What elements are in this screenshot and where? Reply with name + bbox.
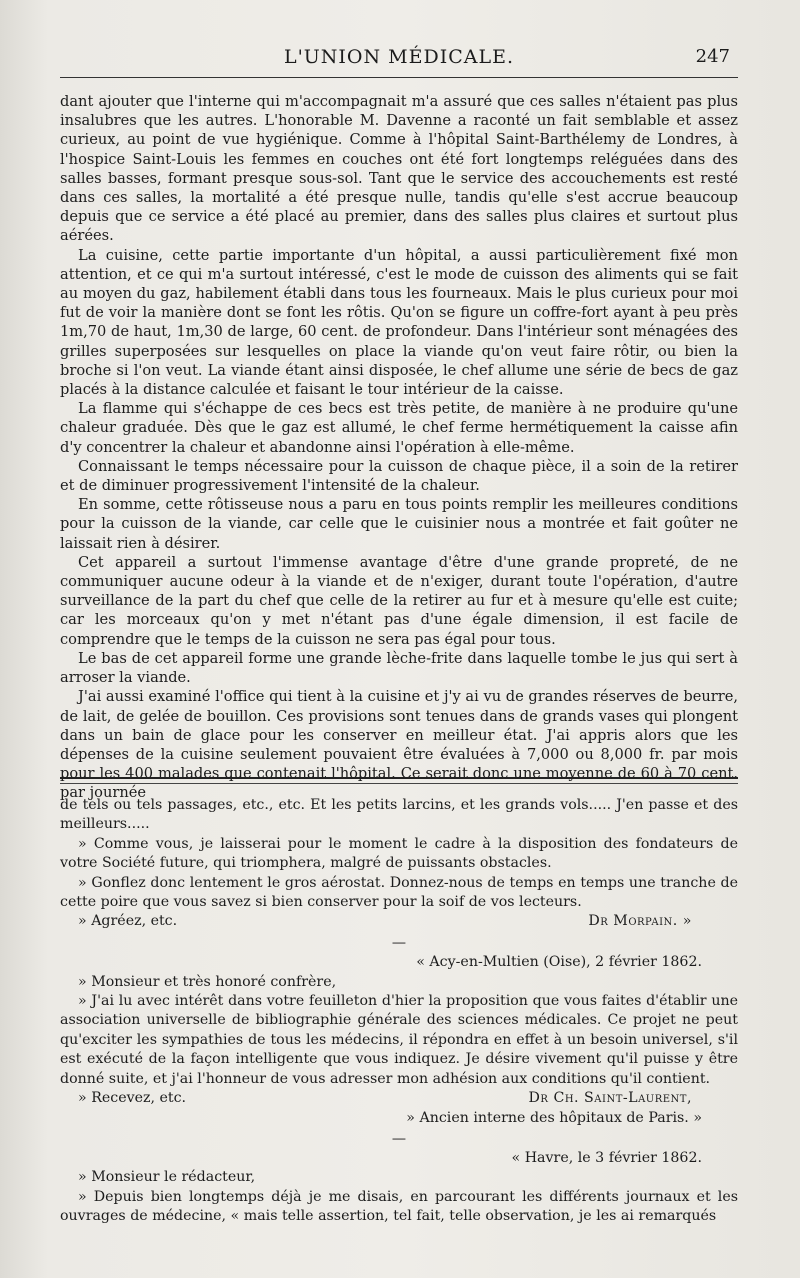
letter-signoff bbox=[60, 1089, 738, 1108]
article-paragraph: dant ajouter que l'interne qui m'accompagnait m'a assuré que ces salles n'étaient pas plus insalubres que les autres. L'honorable M. Davenne a raconté un fait semblable et assez curieux, au point de vue hygiénique. Comme à l'hôpital Saint-Barthélemy de Londres, à l'hospice Saint-Louis les femmes en couches ont été fort longtemps reléguées dans des salles basses, formant presque sous-sol. Tant que le service des accouchements est resté dans ces salles, la mortalité a été presque nulle, tandis qu'elle s'est accrue beaucoup depuis que ce service a été placé au premier, dans des salles plus claires et surtout plus aérées. bbox=[60, 93, 738, 245]
article-paragraph: La flamme qui s'échappe de ces becs est très petite, de manière à ne produire qu'une chaleur graduée. Dès que le gaz est allumé, le chef ferme hermétiquement la caisse afin d'y concentrer la chaleur et abandonne ainsi l'opération à elle-même. bbox=[60, 400, 738, 456]
feuilleton-paragraph: » Gonflez donc lentement le gros aérostat. Donnez-nous de temps en temps une tranche de cette poire que vous savez si bien conserver pour la soif de vos lecteurs. bbox=[60, 874, 738, 911]
section-dash: — bbox=[391, 934, 407, 951]
feuilleton-paragraph: » Depuis bien longtemps déjà je me disais, en parcourant les différents journaux et les ouvrages de médecine, « mais telle assertion, tel fait, telle observation, je les ai remarqués bbox=[60, 1188, 738, 1225]
signature-title: » Ancien interne des hôpitaux de Paris. » bbox=[406, 1109, 702, 1126]
feuilleton-body bbox=[60, 796, 738, 1227]
article-body bbox=[60, 92, 738, 803]
feuilleton-divider bbox=[60, 777, 738, 784]
feuilleton-paragraph: » Comme vous, je laisserai pour le moment le cadre à la disposition des fondateurs de votre Société future, qui triomphera, malgré de puissants obstacles. bbox=[60, 835, 738, 872]
article-paragraph: Le bas de cet appareil forme une grande lèche-frite dans laquelle tombe le jus qui sert à arroser la viande. bbox=[60, 649, 738, 687]
feuilleton-paragraph: » J'ai lu avec intérêt dans votre feuilleton d'hier la proposition que vous faites d'établir une association universelle de bibliographie générale des sciences médicales. Ce projet ne peut qu'exciter les sympathies de tous les médecins, il répondra en effet à un besoin universel, s'il est exécuté de la façon intelligente que vous indiquez. Je désire vivement qu'il puisse y être donné suite, et j'ai l'honneur de vous adresser mon adhésion aux conditions qu'il contient. bbox=[60, 993, 738, 1087]
article-paragraph: J'ai aussi examiné l'office qui tient à la cuisine et j'y ai vu de grandes réserves de beurre, de lait, de gelée de bouillon. Ces provisions sont tenues dans de grands vases qui plongent dans un bain de glace pour les conserver en meilleur état. J'ai appris alors que les dépenses de la cuisine seulement pouvaient être évaluées à 7,000 ou 8,000 fr. par mois pour les 400 malades que contenait l'hôpital. Ce serait donc une moyenne de 60 à 70 cent. par journée bbox=[60, 688, 738, 802]
article-paragraph: Cet appareil a surtout l'immense avantage d'être d'une grande propreté, de ne communiquer aucune odeur à la viande et de n'exiger, durant toute l'opération, d'autre surveillance de la part du chef que celle de la retirer au fur et à mesure qu'elle est cuite; car les morceaux qu'on y met n'étant pas d'une égale dimension, il est facile de comprendre que le temps de la cuisson ne sera pas égal pour tous. bbox=[60, 553, 738, 648]
salutation: » Monsieur et très honoré confrère, bbox=[78, 973, 337, 990]
salutation: » Monsieur le rédacteur, bbox=[78, 1169, 256, 1186]
page-number: 247 bbox=[695, 46, 730, 67]
article-paragraph: La cuisine, cette partie importante d'un hôpital, a aussi particulièrement fixé mon attention, et ce qui m'a surtout intéressé, c'est le mode de cuisson des aliments qui se fait au moyen du gaz, habilement établi dans tous les fourneaux. Mais le plus curieux pour moi fut de voir la manière dont se font les rôtis. Qu'on se figure un coffre-fort ayant à peu près 1m,70 de haut, 1m,30 de large, 60 cent. de profondeur. Dans l'intérieur sont ménagées des grilles superposées sur lesquelles on place la viande qu'on veut faire rôtir, ou bien la broche si l'on veut. La viande étant ainsi disposée, le chef allume une série de becs de gaz placés à la distance calculée et faisant le tour intérieur de la caisse. bbox=[60, 246, 738, 399]
place-date: « Havre, le 3 février 1862. bbox=[511, 1149, 702, 1166]
article-paragraph: Connaissant le temps nécessaire pour la cuisson de chaque pièce, il a soin de la retirer et de diminuer progressivement l'intensité de la chaleur. bbox=[60, 457, 738, 495]
running-header bbox=[62, 44, 736, 74]
journal-title: L'UNION MÉDICALE. bbox=[283, 46, 515, 68]
signature: Dr Ch. Saint-Laurent, bbox=[528, 1090, 692, 1107]
closing-line: » Recevez, etc. bbox=[78, 1090, 187, 1107]
signature: Dr Morpain. » bbox=[588, 913, 692, 930]
header-rule bbox=[60, 77, 738, 78]
article-paragraph: En somme, cette rôtisseuse nous a paru en tous points remplir les meilleures conditions pour la cuisson de la viande, car celle que le cuisinier nous a montrée et fait goûter ne laissait rien à désirer. bbox=[60, 496, 738, 552]
place-date: « Acy-en-Multien (Oise), 2 février 1862. bbox=[416, 954, 702, 971]
letter-signoff bbox=[60, 912, 738, 931]
feuilleton-paragraph: de tels ou tels passages, etc., etc. Et les petits larcins, et les grands vols..... J'en passe et des meilleurs..... bbox=[60, 797, 738, 833]
closing-line: » Agréez, etc. bbox=[78, 913, 178, 930]
section-dash: — bbox=[391, 1130, 407, 1147]
